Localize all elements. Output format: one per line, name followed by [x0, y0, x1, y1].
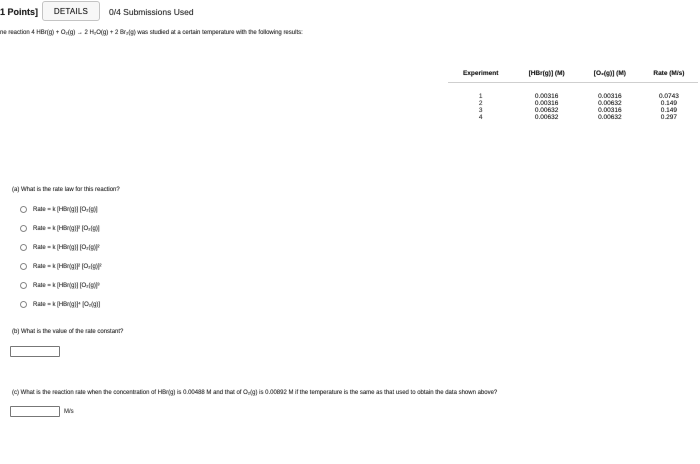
rate-law-option-3[interactable] — [20, 244, 100, 251]
rate-law-option-5[interactable] — [20, 282, 100, 289]
experiment-column — [448, 83, 513, 122]
rate-law-option-4[interactable] — [20, 263, 102, 270]
rate-law-option-1[interactable] — [20, 206, 98, 213]
rate-constant-input[interactable] — [10, 346, 60, 357]
rate-value: 0.0743 — [658, 93, 679, 100]
table-row — [448, 83, 698, 122]
rate-value: 0.149 — [660, 100, 678, 107]
option-label: Rate = k [HBr(g)]² [O₂(g)]² — [33, 263, 102, 270]
question-c-prompt: (c) What is the reaction rate when the concentration of HBr(g) is 0.00488 M and that of O₂(g) is 0.00892 M if the temperature is the same as that used to obtain the data shown above? — [12, 390, 498, 396]
radio-button[interactable] — [20, 206, 27, 213]
o2-value: 0.00316 — [598, 107, 622, 114]
rate-law-option-2[interactable] — [20, 225, 100, 232]
experiment-number: 2 — [478, 100, 483, 107]
rate-value: 0.297 — [660, 114, 678, 121]
experiment-number: 4 — [478, 114, 483, 121]
radio-button[interactable] — [20, 244, 27, 251]
option-label: Rate = k [HBr(g)]² [O₂(g)] — [33, 225, 100, 232]
experiment-number: 3 — [478, 107, 483, 114]
col-header-rate: Rate (M/s) — [640, 66, 698, 83]
question-a-prompt: (a) What is the rate law for this reaction? — [12, 187, 120, 193]
reaction-rate-input[interactable] — [10, 406, 60, 417]
option-label: Rate = k [HBr(g)] [O₂(g)]² — [33, 244, 100, 251]
o2-value: 0.00632 — [598, 100, 622, 107]
hbr-value: 0.00632 — [534, 107, 559, 114]
option-label: Rate = k [HBr(g)] [O₂(g)]³ — [33, 282, 100, 289]
o2-value: 0.00632 — [598, 114, 622, 121]
hbr-column — [513, 83, 580, 122]
radio-button[interactable] — [20, 282, 27, 289]
option-label: Rate = k [HBr(g)] [O₂(g)] — [33, 206, 98, 213]
hbr-value: 0.00632 — [534, 114, 559, 121]
problem-statement: ne reaction 4 HBr(g) + O₂(g) → 2 H₂O(g) + 2 Br₂(g) was studied at a certain temperature with the following results: — [0, 30, 303, 36]
radio-button[interactable] — [20, 263, 27, 270]
rate-value: 0.149 — [660, 107, 678, 114]
col-header-experiment: Experiment — [448, 66, 513, 83]
col-header-o2: [O₂(g)] (M) — [580, 66, 640, 83]
hbr-value: 0.00316 — [534, 93, 559, 100]
option-label: Rate = k [HBr(g)]⁴ [O₂(g)] — [33, 301, 101, 308]
o2-value: 0.00316 — [598, 93, 622, 100]
rate-law-option-6[interactable] — [20, 301, 100, 308]
submissions-used: 0/4 Submissions Used — [109, 7, 194, 17]
question-b-prompt: (b) What is the value of the rate constant? — [12, 329, 124, 335]
col-header-hbr: [HBr(g)] (M) — [513, 66, 580, 83]
hbr-value: 0.00316 — [534, 100, 559, 107]
unit-label: M/s — [64, 409, 74, 415]
experiment-table — [448, 66, 698, 121]
points-label: 1 Points] — [0, 7, 39, 17]
o2-column — [580, 83, 640, 122]
experiment-number: 1 — [478, 93, 483, 100]
radio-button[interactable] — [20, 301, 27, 308]
details-button[interactable]: DETAILS — [42, 1, 100, 21]
radio-button[interactable] — [20, 225, 27, 232]
table-header-row — [448, 66, 698, 83]
rate-column — [640, 83, 698, 122]
